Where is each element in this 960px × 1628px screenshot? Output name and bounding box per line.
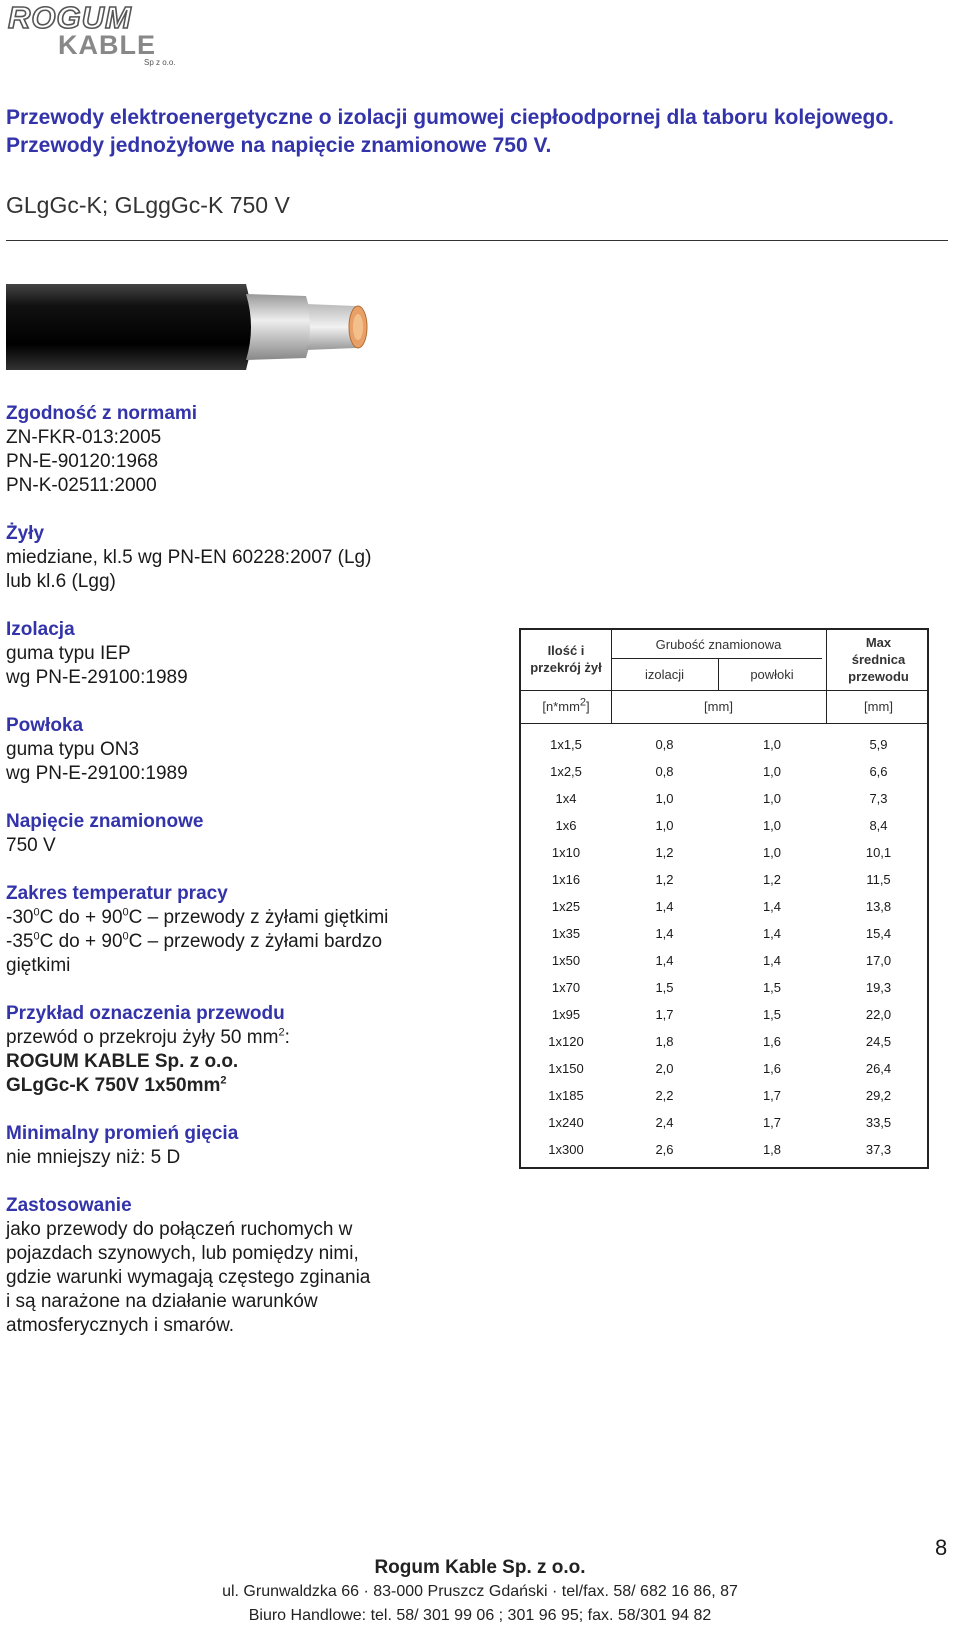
cell-sheath: 1,0 [762,737,782,752]
application-line: pojazdach szynowych, lub pomiędzy nimi, [6,1243,359,1264]
table-row [521,839,931,867]
cable-image [6,280,384,374]
degree-sup: 0 [122,930,129,943]
example-designation [6,1074,436,1098]
cell-cross-section: 1x25 [551,899,581,914]
cell-sheath: 1,5 [762,1007,782,1022]
degree-sup: 0 [122,906,129,919]
table-row [521,812,931,840]
cell-cross-section: 1x10 [551,845,581,860]
standard-line: ZN-FKR-013:2005 [6,427,162,448]
table-row [521,1109,931,1137]
temp-desc: C – przewody z żyłami giętkimi [128,907,389,928]
header-quantity-l2: przekrój żył [530,660,602,675]
unit-bracket: ] [586,699,590,714]
example-company: ROGUM KABLE Sp. z o.o. [6,1051,239,1072]
example-text: przewód o przekroju żyły 50 mm [6,1027,279,1048]
column-divider [718,658,719,690]
page-number: 8 [935,1535,948,1560]
table-row [521,1082,931,1110]
footer-company: Rogum Kable Sp. z o.o. [374,1557,586,1578]
header-quantity-l1: Ilość i [547,643,585,658]
cell-diameter: 5,9 [869,737,888,752]
cell-cross-section: 1x300 [548,1142,584,1157]
cell-sheath: 1,7 [762,1088,782,1103]
section-example [6,1002,436,1098]
header-max-diameter [826,634,931,685]
cell-insulation: 1,0 [655,791,674,806]
cell-sheath: 1,0 [762,791,782,806]
insulation-heading: Izolacja [6,619,75,640]
table-row [521,1001,931,1029]
cell-insulation: 2,4 [655,1115,674,1130]
table-row [521,731,931,759]
temp-desc: C – przewody z żyłami bardzo [128,931,383,952]
cable-data-table [519,628,929,1169]
cell-cross-section: 1x2,5 [550,764,582,779]
unit-text: [n*mm [542,699,580,714]
cell-cross-section: 1x185 [548,1088,584,1103]
cell-cross-section: 1x150 [548,1061,584,1076]
cell-diameter: 22,0 [865,1007,892,1022]
table-row [521,893,931,921]
cell-diameter: 19,3 [865,980,892,995]
application-heading: Zastosowanie [6,1195,132,1216]
example-colon: : [284,1027,290,1048]
cell-sheath: 1,6 [762,1034,782,1049]
temperature-line-3: giętkimi [6,955,71,976]
section-application [6,1194,436,1338]
cell-diameter: 17,0 [865,953,892,968]
cell-diameter: 37,3 [865,1142,892,1157]
unit-quantity [521,698,611,715]
page-title: Przewody elektroenergetyczne o izolacji gumowej ciepłoodpornej dla taboru kolejowego. Przewody jednożyłowe na napięcie znamionowe 750 V. [6,106,895,157]
header-quantity [521,642,611,676]
insulation-line: wg PN-E-29100:1989 [6,667,188,688]
degree-sup: 0 [33,906,40,919]
cell-sheath: 1,0 [762,764,782,779]
unit-thickness: [mm] [704,699,733,714]
cell-diameter: 6,6 [869,764,888,779]
cell-sheath: 1,0 [762,818,782,833]
voltage-heading: Napięcie znamionowe [6,811,204,832]
cell-insulation: 0,8 [655,737,674,752]
conductors-line: miedziane, kl.5 wg PN-EN 60228:2007 (Lg) [6,547,372,568]
table-row [521,974,931,1002]
temp-max: C do + 90 [39,931,123,952]
unit-diameter: [mm] [864,699,893,714]
section-voltage [6,810,436,858]
cell-cross-section: 1x240 [548,1115,584,1130]
section-insulation [6,618,436,690]
conductors-heading: Żyły [6,523,45,544]
cell-insulation: 1,4 [655,926,674,941]
cell-insulation: 1,2 [655,845,674,860]
cell-diameter: 33,5 [865,1115,892,1130]
section-sheath [6,714,436,786]
cell-cross-section: 1x70 [551,980,581,995]
temperature-line-1 [6,906,436,930]
footer-office: Biuro Handlowe: tel. 58/ 301 99 06 ; 301 96 95; fax. 58/301 94 82 [248,1607,712,1624]
cell-cross-section: 1x6 [555,818,577,833]
cell-diameter: 7,3 [869,791,888,806]
header-max-l2: średnica [851,652,906,667]
voltage-line: 750 V [6,835,56,856]
cell-diameter: 8,4 [869,818,888,833]
footer-address: ul. Grunwaldzka 66 · 83-000 Pruszcz Gdański · tel/fax. 58/ 682 16 86, 87 [222,1583,738,1600]
cell-insulation: 2,0 [655,1061,674,1076]
standards-heading: Zgodność z normami [6,403,198,424]
table-row [521,1055,931,1083]
cell-sheath: 1,8 [762,1142,782,1157]
header-bottom-border [521,723,927,724]
application-line: jako przewody do połączeń ruchomych w [6,1219,353,1240]
bending-radius-heading: Minimalny promień gięcia [6,1123,239,1144]
specifications [6,402,436,1362]
cell-diameter: 13,8 [865,899,892,914]
bending-radius-line: nie mniejszy niż: 5 D [6,1147,181,1168]
header-insulation: izolacji [644,667,684,682]
temp-min: -35 [6,931,34,952]
temp-min: -30 [6,907,34,928]
application-line: gdzie warunki wymagają częstego zginania [6,1267,371,1288]
cell-sheath: 1,4 [762,953,782,968]
cell-insulation: 1,7 [655,1007,674,1022]
section-temperature [6,882,436,978]
degree-sup: 0 [33,930,40,943]
cell-insulation: 2,6 [655,1142,674,1157]
horizontal-rule [6,240,948,241]
header-divider [611,658,822,659]
temperature-heading: Zakres temperatur pracy [6,883,228,904]
unit-sup: 2 [579,696,587,709]
designation-text: GLgGc-K 750V 1x50mm [6,1075,221,1096]
cell-sheath: 1,0 [762,845,782,860]
table-row [521,1136,931,1164]
application-line: i są narażone na działanie warunków [6,1291,318,1312]
cell-cross-section: 1x4 [555,791,577,806]
cell-diameter: 11,5 [866,872,891,887]
cell-insulation: 1,8 [655,1034,674,1049]
cell-diameter: 15,4 [865,926,892,941]
cell-sheath: 1,7 [762,1115,782,1130]
logo-rogum: ROGUM [8,2,132,35]
conductors-line: lub kl.6 (Lgg) [6,571,116,592]
cell-cross-section: 1x16 [551,872,581,887]
insulation-line: guma typu IEP [6,643,131,664]
company-logo [6,2,196,68]
cell-cross-section: 1x35 [551,926,581,941]
logo-spzoo: Sp z o.o. [144,58,176,67]
table-row [521,758,931,786]
temperature-line-2 [6,930,436,954]
cell-sheath: 1,4 [762,926,782,941]
standard-line: PN-K-02511:2000 [6,475,157,496]
standard-line: PN-E-90120:1968 [6,451,159,472]
cell-insulation: 0,8 [655,764,674,779]
cell-cross-section: 1x50 [551,953,581,968]
cell-cross-section: 1x1,5 [550,737,582,752]
cell-cross-section: 1x95 [551,1007,581,1022]
cell-diameter: 24,5 [865,1034,892,1049]
sheath-line: wg PN-E-29100:1989 [6,763,188,784]
footer [0,1556,960,1628]
section-bending-radius [6,1122,436,1170]
cell-insulation: 1,4 [655,899,674,914]
cell-sheath: 1,2 [762,872,782,887]
cell-diameter: 10,1 [865,845,892,860]
table-row [521,1028,931,1056]
logo-kable: KABLE [58,30,156,60]
table-row [521,920,931,948]
cell-insulation: 1,2 [655,872,674,887]
sheath-line: guma typu ON3 [6,739,140,760]
header-sheath: powłoki [750,667,794,682]
cell-cross-section: 1x120 [548,1034,584,1049]
product-code-heading: GLgGc-K; GLggGc-K 750 V [6,192,290,218]
header-max-l3: przewodu [848,669,909,684]
cell-insulation: 1,0 [655,818,674,833]
cell-sheath: 1,6 [762,1061,782,1076]
cell-sheath: 1,4 [762,899,782,914]
cell-insulation: 1,5 [655,980,674,995]
unit-sup: 2 [220,1074,227,1087]
unit-sup: 2 [278,1026,285,1039]
header-thickness: Grubość znamionowa [655,637,782,652]
section-conductors [6,522,436,594]
temp-max: C do + 90 [39,907,123,928]
application-line: atmosferycznych i smarów. [6,1315,235,1336]
table-row [521,785,931,813]
cell-insulation: 1,4 [655,953,674,968]
section-standards [6,402,436,498]
table-row [521,866,931,894]
sheath-heading: Powłoka [6,715,84,736]
cell-diameter: 29,2 [865,1088,892,1103]
header-max-l1: Max [865,635,892,650]
table-row [521,947,931,975]
cell-sheath: 1,5 [762,980,782,995]
example-line-1 [6,1026,436,1050]
header-divider [521,690,927,691]
cell-insulation: 2,2 [655,1088,674,1103]
example-heading: Przykład oznaczenia przewodu [6,1003,285,1024]
cell-diameter: 26,4 [865,1061,892,1076]
